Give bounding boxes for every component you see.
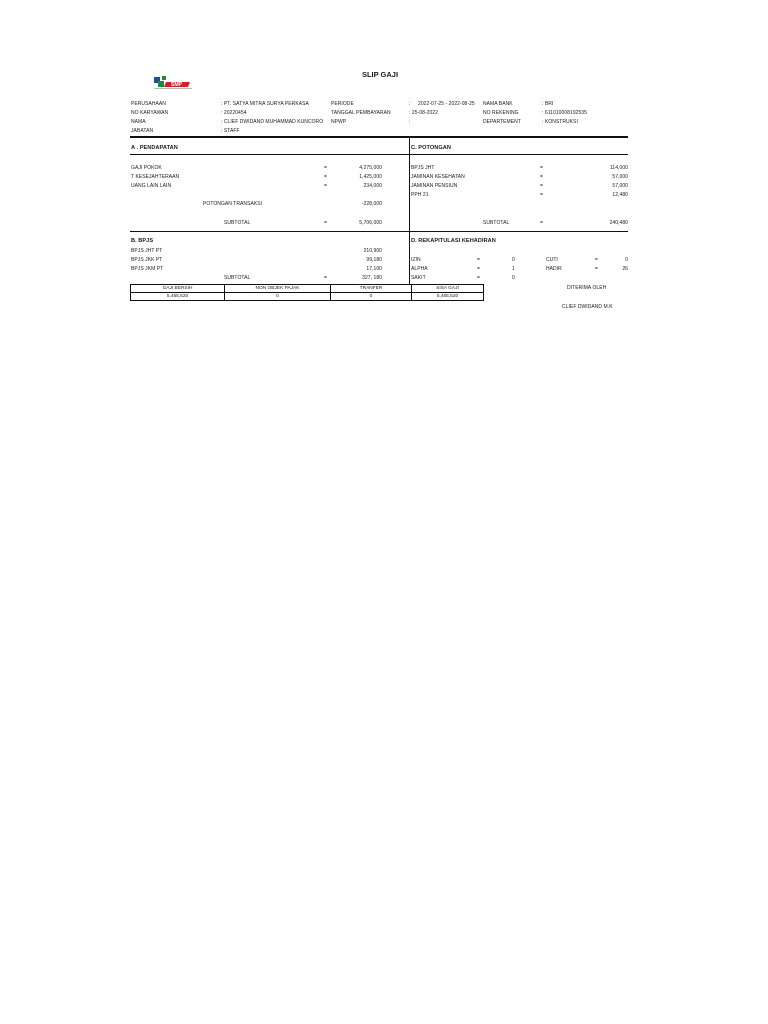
summary-header-cell: TRANFER [331,285,412,293]
npwp-label: NPWP [331,119,347,125]
kehadiran-left-value: 0 [512,275,515,281]
potongan-item-label: JAMINAN PENSIUN [411,183,458,189]
bpjs-subtotal-label: SUBTOTAL [224,275,251,281]
kehadiran-right-value: 26 [622,266,628,272]
potongan-heading-underline [409,154,628,155]
perusahaan-value: : PT. SATYA MITRA SURYA PERKASA [221,101,309,107]
potongan-transaksi-value: -228,000 [361,201,382,207]
potongan-item-eq: = [540,192,543,198]
summary-value-cell: 0 [225,293,331,301]
kehadiran-heading: D. REKAPITULASI KEHADIRAN [411,238,496,244]
nama-label: NAMA [131,119,146,125]
kehadiran-left-eq: = [477,275,480,281]
bpjs-item-label: BPJS JKK PT [131,257,163,263]
pendapatan-subtotal-value: 5,706,000 [359,220,382,226]
nama-bank-label: NAMA BANK [483,101,513,107]
jabatan-value: : STAFF [221,128,240,134]
no-karyawan-label: NO KARYAWAN [131,110,169,116]
kehadiran-right-label: HADIR [546,266,562,272]
potongan-item-value: 12,480 [612,192,628,198]
summary-header-cell: SISA GAJI [412,285,484,293]
potongan-item-label: JAMINAN KESEHATAN [411,174,465,180]
potongan-item-eq: = [540,183,543,189]
bpjs-subtotal-eq: = [324,275,327,281]
no-karyawan-value: : 20220454 [221,110,247,116]
potongan-item-eq: = [540,165,543,171]
summary-header-row [131,285,484,293]
kehadiran-left-label: IZIN [411,257,421,263]
pendapatan-item-eq: = [324,165,327,171]
bpjs-item-value: 17,100 [366,266,382,272]
bpjs-subtotal-value: 327, 180 [362,275,382,281]
perusahaan-label: PERUSAHAAN [131,101,166,107]
summary-table [130,284,484,301]
summary-value-row [131,293,484,301]
page-title: SLIP GAJI [361,70,399,79]
section-divider [130,231,628,232]
summary-header-cell: GAJI BERSIH [131,285,225,293]
pendapatan-item-value: 234,000 [363,183,382,189]
kehadiran-left-eq: = [477,257,480,263]
jabatan-label: JABATAN [131,128,154,134]
bpjs-item-label: BPJS JHT PT [131,248,163,254]
pendapatan-item-eq: = [324,174,327,180]
summary-value-cell: 5,465,520 [412,293,484,301]
potongan-subtotal-label: SUBTOTAL [483,220,510,226]
periode-label: PERIODE [331,101,354,107]
pendapatan-item-value: 4,275,000 [359,165,382,171]
kehadiran-right-label: CUTI [546,257,558,263]
kehadiran-left-label: ALPHA [411,266,428,272]
header-divider [130,136,628,138]
departement-value: : KONSTRUKSI [542,119,578,125]
potongan-item-label: BPJS JHT [411,165,435,171]
bpjs-item-label: BPJS JKM PT [131,266,164,272]
company-logo-icon [152,74,194,90]
periode-colon: : [409,101,411,107]
potongan-subtotal-value: 240,480 [609,220,628,226]
potongan-item-value: 114,000 [609,165,628,171]
potongan-item-value: 57,000 [612,174,628,180]
kehadiran-divider-vertical [409,232,410,284]
npwp-value: : [409,119,411,125]
potongan-transaksi-label: POTONGAN TRANSAKSI [203,201,263,207]
nama-value: : CLIEF DWIDAND MUHAMMAD KUNCORO [221,119,324,125]
kehadiran-left-eq: = [477,266,480,272]
potongan-heading: C. POTONGAN [411,145,451,151]
no-rekening-value: : 611010008192535 [542,110,587,116]
periode-value: 2022-07-25 - 2022-08-25 [418,101,475,107]
potongan-item-value: 57,000 [612,183,628,189]
kehadiran-left-label: SAKIT [411,275,426,281]
nama-bank-value: : BRI [542,101,554,107]
signature-name: CLIEF DWIDAND M.K [562,304,613,310]
kehadiran-right-eq: = [595,257,598,263]
tanggal-pembayaran-label: TANGGAL PEMBAYARAN [331,110,391,116]
pendapatan-subtotal-label: SUBTOTAL [224,220,251,226]
bpjs-heading: B. BPJS [131,238,154,244]
potongan-item-label: PPH 21 [411,192,429,198]
pendapatan-item-value: 1,425,000 [359,174,382,180]
kehadiran-left-value: 1 [512,266,515,272]
pendapatan-heading: A . PENDAPATAN [131,145,178,151]
summary-header-cell: NON OBJEK PAJAK [225,285,331,293]
bpjs-item-value: 99,180 [366,257,382,263]
pendapatan-item-label: UANG LAIN LAIN [131,183,172,189]
kehadiran-left-value: 0 [512,257,515,263]
section-divider-vertical [409,137,410,232]
summary-value-cell: 5,465,520 [131,293,225,301]
kehadiran-right-eq: = [595,266,598,272]
diterima-oleh-label: DITERIMA OLEH [567,285,607,291]
tanggal-pembayaran-value: : 25-08-2022 [409,110,438,116]
potongan-item-eq: = [540,174,543,180]
pendapatan-item-label: GAJI POKOK [131,165,162,171]
pendapatan-subtotal-eq: = [324,220,327,226]
pendapatan-item-eq: = [324,183,327,189]
logo-text: SMP [171,82,182,88]
departement-label: DEPARTEMENT [483,119,521,125]
kehadiran-right-value: 0 [625,257,628,263]
summary-value-cell: 0 [331,293,412,301]
pendapatan-item-label: T KESEJAHTERAAN [131,174,180,180]
bpjs-item-value: 210,900 [363,248,382,254]
no-rekening-label: NO REKENING [483,110,519,116]
potongan-subtotal-eq: = [540,220,543,226]
pendapatan-heading-underline [130,154,409,155]
